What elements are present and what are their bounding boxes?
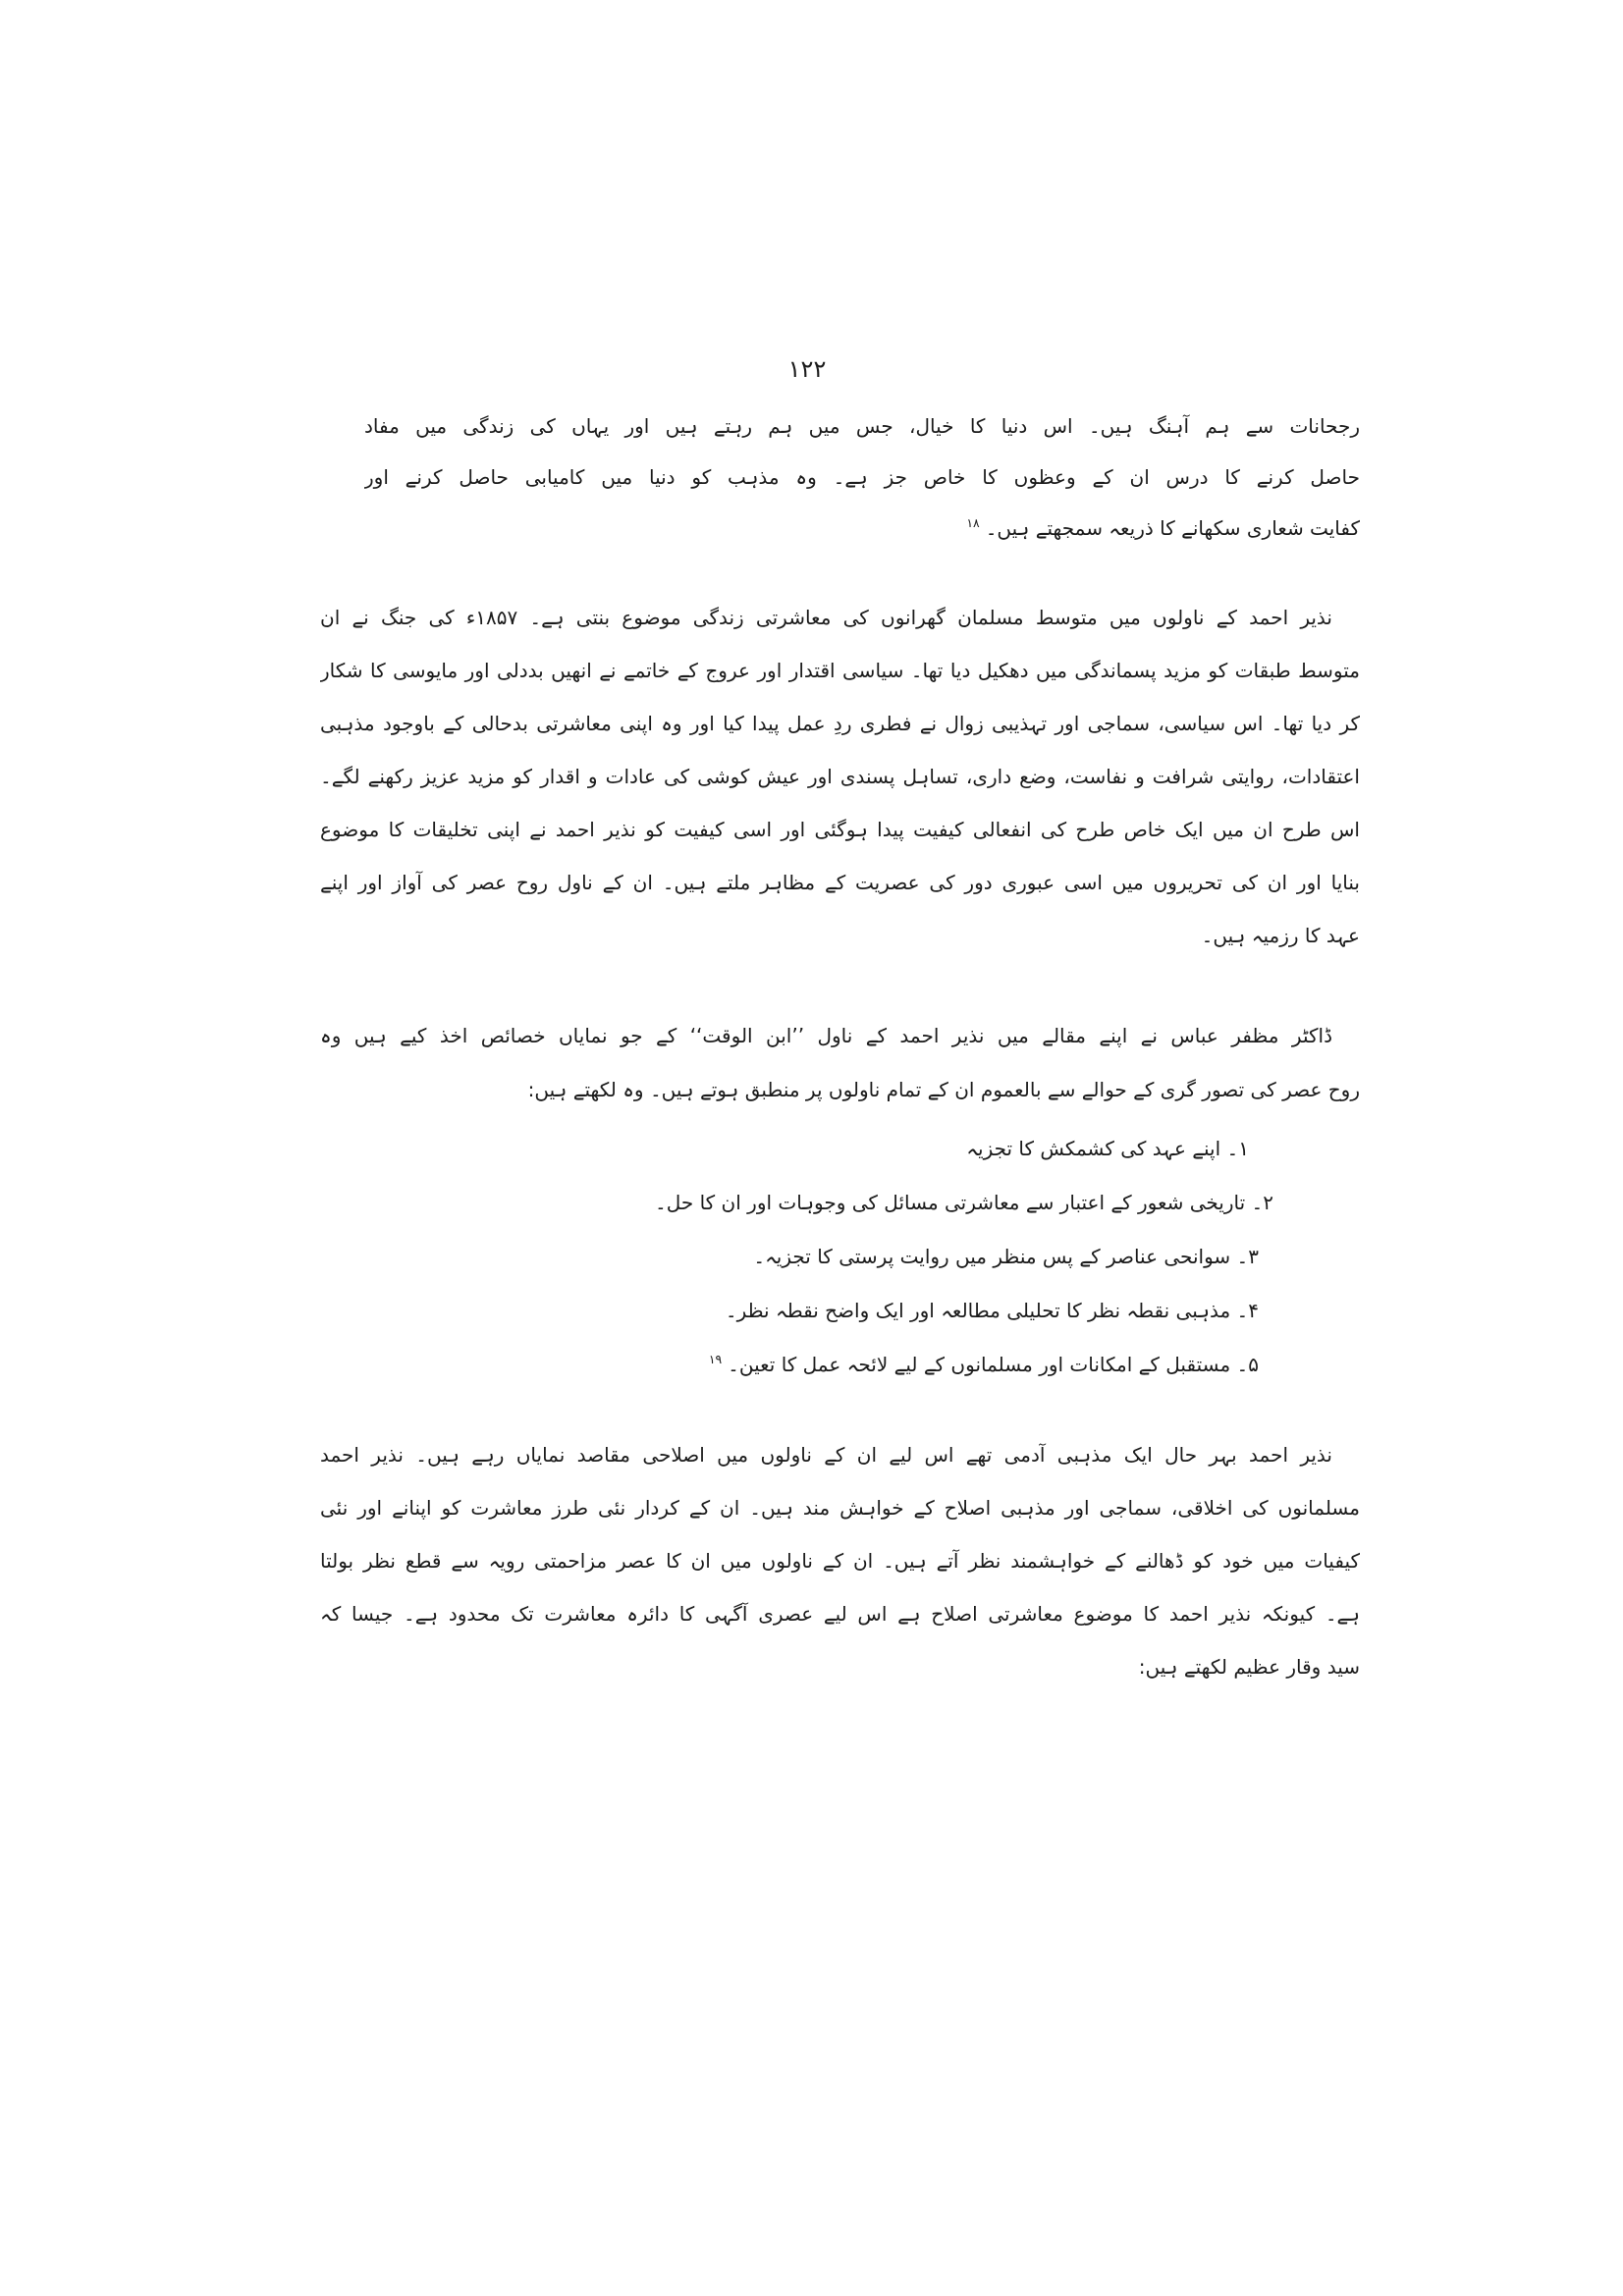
paragraph-line-text: کیفیات میں خود کو ڈھالنے کے خواہشمند نظر آتے ہیں۔ ان کے ناولوں میں ان کا عصر مزاحمتی رویہ سے قطع نظر بولتا xyxy=(320,1549,1360,1573)
list-item xyxy=(320,1122,1360,1176)
paragraph-line xyxy=(320,697,1360,750)
paragraph-line-text: سید وقار عظیم لکھتے ہیں: xyxy=(1138,1655,1360,1679)
page-number: ۱۲۲ xyxy=(787,355,827,383)
paragraph xyxy=(320,1428,1360,1693)
paragraph-line xyxy=(320,1009,1360,1063)
quote-line xyxy=(364,400,1360,452)
paragraph-line xyxy=(320,1534,1360,1587)
list-item xyxy=(320,1230,1360,1284)
paragraph-line xyxy=(320,644,1360,697)
paragraph-line xyxy=(320,1587,1360,1640)
quote-line xyxy=(364,452,1360,503)
footnote-ref: ۱۹ xyxy=(708,1352,723,1367)
quote-line xyxy=(364,503,1360,554)
paragraph-line-text: نذیر احمد کے ناولوں میں متوسط مسلمان گھرانوں کی معاشرتی زندگی موضوع بنتی ہے۔ ۱۸۵۷ء کی جنگ نے ان xyxy=(320,606,1332,629)
paragraph-line xyxy=(320,1640,1360,1693)
paragraph-line xyxy=(320,750,1360,803)
paragraph-line-text: نذیر احمد بہر حال ایک مذہبی آدمی تھے اس لیے ان کے ناولوں میں اصلاحی مقاصد نمایاں رہے ہیں۔ نذیر احمد xyxy=(320,1443,1332,1467)
list-item-text: ۳۔ سوانحی عناصر کے پس منظر میں روایت پرستی کا تجزیہ۔ xyxy=(753,1245,1259,1268)
paragraph xyxy=(320,1009,1360,1117)
list-item-text: ۱۔ اپنے عہد کی کشمکش کا تجزیہ xyxy=(966,1137,1249,1160)
list-item xyxy=(320,1176,1360,1230)
list-item xyxy=(320,1284,1360,1338)
footnote-ref: ۱۸ xyxy=(966,515,980,531)
list-item xyxy=(320,1338,1360,1392)
paragraph-line xyxy=(320,909,1360,962)
block-quote xyxy=(364,400,1360,554)
paragraph-line-text: بنایا اور ان کی تحریروں میں اسی عبوری دور کی عصریت کے مظاہر ملتے ہیں۔ ان کے ناول روح عصر کی آواز اور اپنے xyxy=(320,871,1360,894)
list-item-text: ۲۔ تاریخی شعور کے اعتبار سے معاشرتی مسائل کی وجوہات اور ان کا حل۔ xyxy=(655,1191,1273,1214)
paragraph-line-text: مسلمانوں کی اخلاقی، سماجی اور مذہبی اصلاح کے خواہش مند ہیں۔ ان کے کردار نئی طرز معاشرت کو اپنانے اور نئی xyxy=(320,1496,1360,1520)
paragraph-line-text: روح عصر کی تصور گری کے حوالے سے بالعموم ان کے تمام ناولوں پر منطبق ہوتے ہیں۔ وہ لکھتے ہیں: xyxy=(527,1078,1360,1101)
paragraph-line xyxy=(320,856,1360,909)
list-item-text: ۵۔ مستقبل کے امکانات اور مسلمانوں کے لیے لائحہ عمل کا تعین۔ xyxy=(728,1353,1259,1376)
quote-line-text: رجحانات سے ہم آہنگ ہیں۔ اس دنیا کا خیال، جس میں ہم رہتے ہیں اور یہاں کی زندگی میں مفاد xyxy=(364,414,1360,438)
list-item-text: ۴۔ مذہبی نقطہ نظر کا تحلیلی مطالعہ اور ایک واضح نقطہ نظر۔ xyxy=(725,1299,1259,1322)
numbered-list xyxy=(320,1122,1360,1392)
paragraph-line xyxy=(320,1481,1360,1534)
paragraph-line-text: اعتقادات، روایتی شرافت و نفاست، وضع داری، تساہل پسندی اور عیش کوشی کی عادات و اقدار کو مزید عزیز رکھنے لگے۔ xyxy=(320,765,1360,788)
paragraph-line-text: ہے۔ کیونکہ نذیر احمد کا موضوع معاشرتی اصلاح ہے اس لیے عصری آگہی کا دائرہ معاشرت تک محدود ہے۔ جیسا کہ xyxy=(320,1602,1360,1626)
paragraph-line xyxy=(320,1428,1360,1481)
quote-line-text: کفایت شعاری سکھانے کا ذریعہ سمجھتے ہیں۔ xyxy=(985,516,1360,540)
paragraph-line-text: کر دیا تھا۔ اس سیاسی، سماجی اور تہذیبی زوال نے فطری ردِ عمل پیدا کیا اور وہ اپنی معاشرتی بدحالی کے باوجود مذہبی xyxy=(320,712,1360,735)
paragraph-line-text: ڈاکٹر مظفر عباس نے اپنے مقالے میں نذیر احمد کے ناول ’’ابن الوقت‘‘ کے جو نمایاں خصائص اخذ کیے ہیں وہ xyxy=(320,1024,1332,1047)
paragraph-line xyxy=(320,591,1360,644)
paragraph-line xyxy=(320,803,1360,856)
paragraph xyxy=(320,591,1360,962)
paragraph-line-text: عہد کا رزمیہ ہیں۔ xyxy=(1201,924,1360,947)
paragraph-line xyxy=(320,1063,1360,1117)
quote-line-text: حاصل کرنے کا درس ان کے وعظوں کا خاص جز ہے۔ وہ مذہب کو دنیا میں کامیابی حاصل کرنے اور xyxy=(364,465,1360,489)
paragraph-line-text: اس طرح ان میں ایک خاص طرح کی انفعالی کیفیت پیدا ہوگئی اور اسی کیفیت کو نذیر احمد نے اپنی تخلیقات کا موضوع xyxy=(320,818,1360,841)
paragraph-line-text: متوسط طبقات کو مزید پسماندگی میں دھکیل دیا تھا۔ سیاسی اقتدار اور عروج کے خاتمے نے انھیں بددلی اور مایوسی کا شکار xyxy=(320,659,1360,682)
